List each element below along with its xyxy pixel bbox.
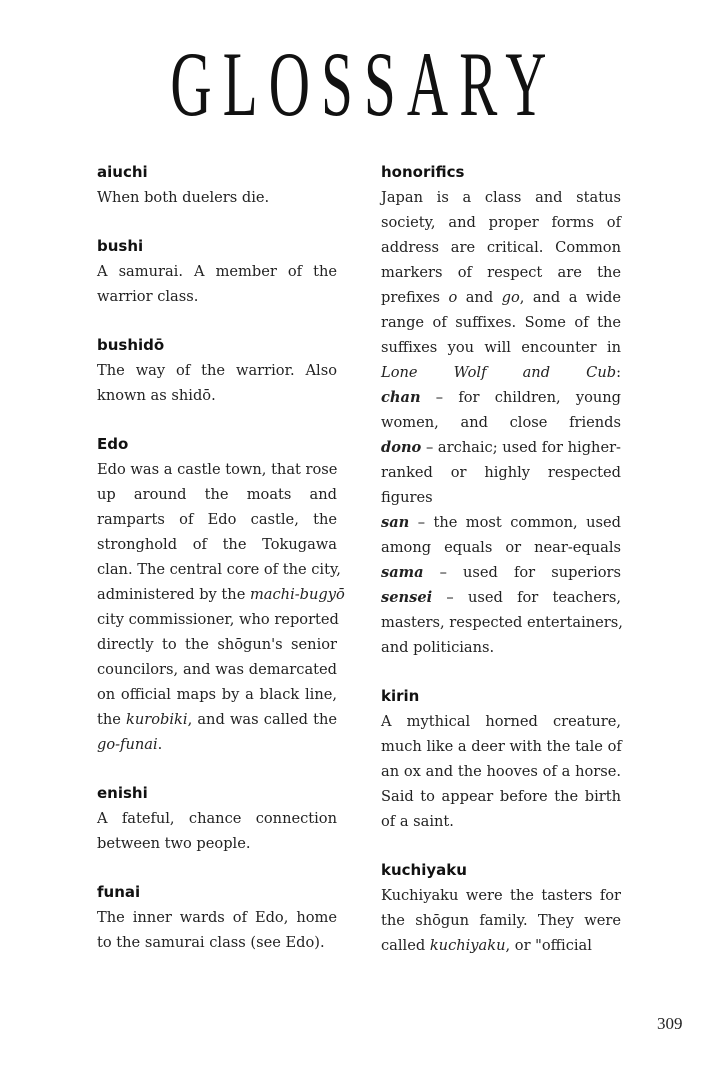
definition-line: masters, respected entertainers, <box>381 614 623 631</box>
glossary-term: Edo <box>97 435 129 453</box>
definition-line: an ox and the hooves of a horse. <box>381 763 621 780</box>
glossary-term: kuchiyaku <box>381 861 467 879</box>
definition-line: A fateful, chance connection <box>97 810 337 827</box>
glossary-entry <box>381 684 621 834</box>
italic-term: Lone Wolf and Cub <box>381 364 617 381</box>
italic-term: go <box>501 289 520 306</box>
italic-term: go-funai <box>97 736 158 753</box>
glossary-entry <box>97 234 337 309</box>
definition-line: councilors, and was demarcated <box>97 661 337 678</box>
definition-line: Edo was a castle town, that rose <box>97 461 338 478</box>
glossary-definition <box>97 806 337 856</box>
definition-line: between two people. <box>97 835 251 852</box>
definition-line: directly to the shōgun's senior <box>97 636 337 653</box>
glossary-definition <box>97 185 337 210</box>
glossary-definition <box>97 905 337 955</box>
definition-line: stronghold of the Tokugawa <box>97 536 337 553</box>
definition-line: ranked or highly respected <box>381 464 621 481</box>
definition-line: warrior class. <box>97 288 199 305</box>
definition-line: among equals or near-equals <box>381 539 621 556</box>
definition-line: san – the most common, used <box>381 514 621 531</box>
definition-line: range of suffixes. Some of the <box>381 314 621 331</box>
glossary-entry <box>97 781 337 856</box>
glossary-entry <box>97 160 337 210</box>
definition-line: prefixes o and go, and a wide <box>381 289 621 306</box>
definition-line: and politicians. <box>381 639 495 656</box>
definition-line: A mythical horned creature, <box>381 713 621 730</box>
definition-line: city commissioner, who reported <box>97 611 339 628</box>
glossary-column-right <box>381 160 621 982</box>
definition-line: sama – used for superiors <box>381 564 621 581</box>
italic-term: kurobiki <box>126 711 188 728</box>
page-title: GLOSSARY <box>170 33 558 135</box>
glossary-definition <box>97 457 345 757</box>
glossary-definition <box>381 185 621 660</box>
definition-line: markers of respect are the <box>381 264 621 281</box>
definition-line: on official maps by a black line, <box>97 686 337 703</box>
definition-line: A samurai. A member of the <box>97 263 337 280</box>
glossary-term: bushi <box>97 237 144 255</box>
definition-line: Said to appear before the birth <box>381 788 621 805</box>
definition-line: chan – for children, young <box>381 389 621 406</box>
honorific-suffix: chan <box>381 389 421 406</box>
italic-term: machi-bugyō <box>249 586 345 603</box>
glossary-term: funai <box>97 883 141 901</box>
glossary-term: kirin <box>381 687 420 705</box>
glossary-entry <box>97 880 337 955</box>
glossary-term: enishi <box>97 784 148 802</box>
honorific-suffix: san <box>381 514 410 531</box>
definition-line: clan. The central core of the city, <box>97 561 341 578</box>
definition-line: go-funai. <box>97 736 163 753</box>
definition-line: much like a deer with the tale of <box>381 738 622 755</box>
glossary-column-left <box>97 160 345 979</box>
glossary-definition <box>381 709 621 834</box>
definition-line: Japan is a class and status <box>381 189 621 206</box>
definition-line: ramparts of Edo castle, the <box>97 511 337 528</box>
definition-line: suffixes you will encounter in <box>381 339 621 356</box>
definition-line: The inner wards of Edo, home <box>97 909 337 926</box>
glossary-definition <box>97 259 337 309</box>
definition-line: When both duelers die. <box>97 189 270 206</box>
glossary-entry <box>97 432 345 757</box>
definition-line: Kuchiyaku were the tasters for <box>381 887 621 904</box>
definition-line: society, and proper forms of <box>381 214 621 231</box>
definition-line: sensei – used for teachers, <box>381 589 621 606</box>
definition-line: to the samurai class (see Edo). <box>97 934 325 951</box>
definition-line: The way of the warrior. Also <box>97 362 337 379</box>
definition-line: known as shidō. <box>97 387 216 404</box>
definition-line: administered by the machi-bugyō <box>97 586 345 603</box>
glossary-entry <box>381 160 621 660</box>
glossary-entry <box>381 858 621 958</box>
page-number: 309 <box>657 1014 683 1033</box>
definition-line: the kurobiki, and was called the <box>97 711 337 728</box>
glossary-entry <box>97 333 337 408</box>
glossary-definition <box>97 358 337 408</box>
italic-term: kuchiyaku <box>429 937 506 954</box>
italic-term: o <box>448 289 458 306</box>
glossary-term: bushidō <box>97 336 165 354</box>
definition-line: called kuchiyaku, or "official <box>381 937 592 954</box>
definition-line: dono – archaic; used for higher- <box>381 439 621 456</box>
honorific-suffix: dono <box>381 439 422 456</box>
glossary-term: aiuchi <box>97 163 148 181</box>
glossary-term: honorifics <box>381 163 465 181</box>
glossary-definition <box>381 883 621 958</box>
honorific-suffix: sama <box>381 564 424 581</box>
definition-line: of a saint. <box>381 813 454 830</box>
definition-line: the shōgun family. They were <box>381 912 621 929</box>
definition-line: Lone Wolf and Cub: <box>381 364 621 381</box>
honorific-suffix: sensei <box>381 589 433 606</box>
definition-line: address are critical. Common <box>381 239 621 256</box>
definition-line: women, and close friends <box>381 414 621 431</box>
definition-line: figures <box>381 489 433 506</box>
definition-line: up around the moats and <box>97 486 337 503</box>
